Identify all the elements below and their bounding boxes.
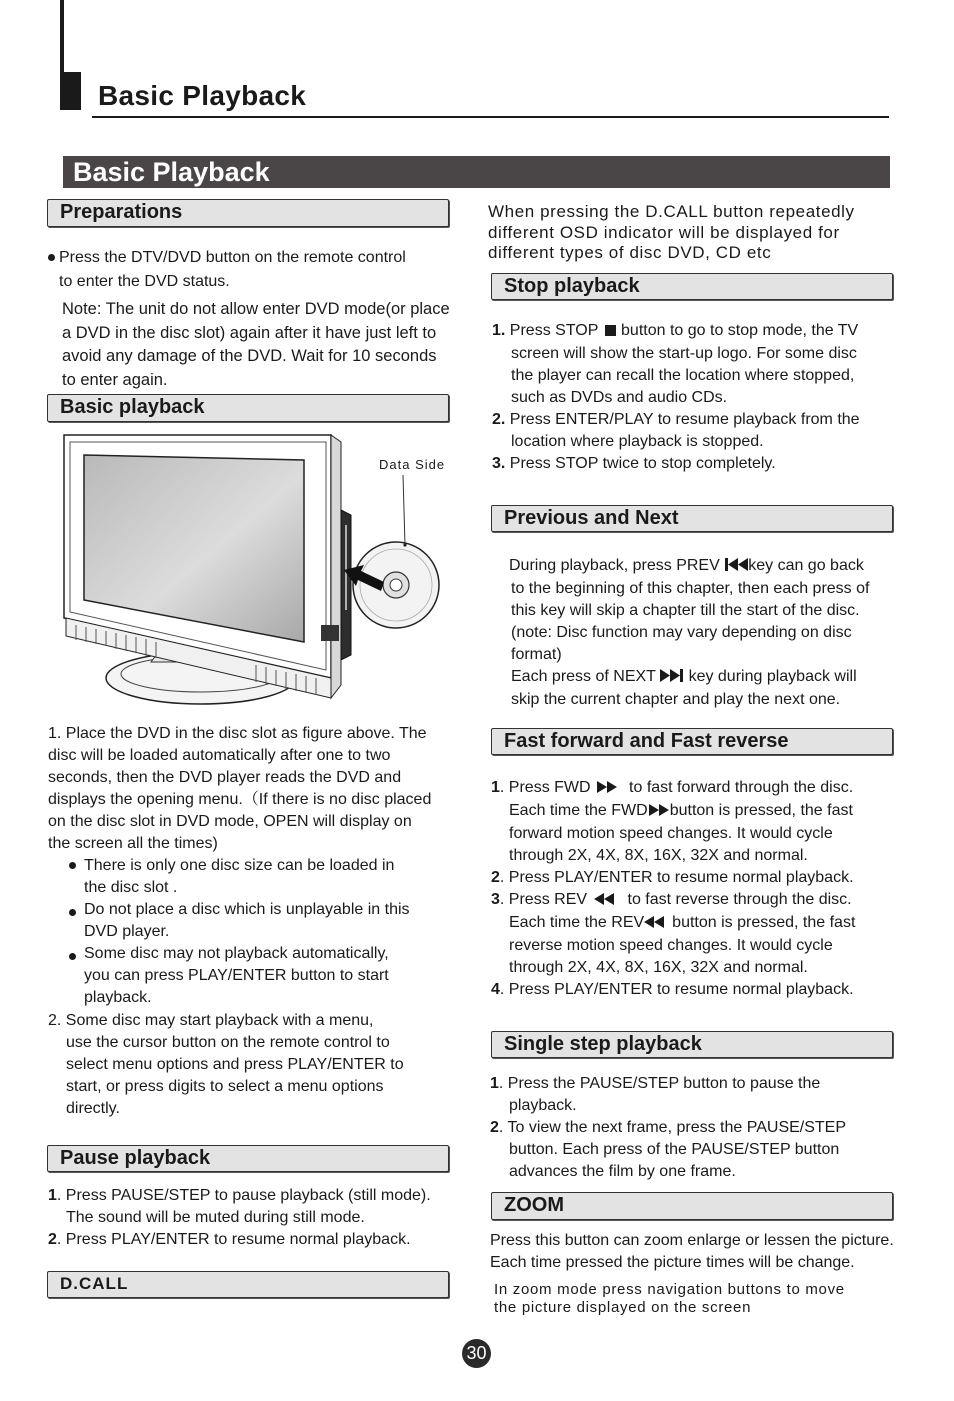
fast-reverse-icon xyxy=(644,913,666,935)
pause-heading: Pause playback xyxy=(47,1145,449,1172)
single-step-heading: Single step playback xyxy=(491,1031,893,1058)
bullet-dot xyxy=(69,953,76,960)
basic-bullet xyxy=(84,855,394,899)
prevnext-line: to the beginning of this chapter, then each press of xyxy=(511,580,870,597)
zoom-heading: ZOOM xyxy=(491,1192,893,1220)
bullet-line: There is only one disc size can be loaded in xyxy=(84,857,395,874)
prevnext-line: this key will skip a chapter till the start of the disc. xyxy=(511,602,860,619)
item-number: 2 xyxy=(490,1119,499,1136)
item-number: 3 xyxy=(491,891,500,908)
step1-line: on the disc slot in DVD mode, OPEN will display on xyxy=(48,813,412,830)
step-text: advances the film by one frame. xyxy=(509,1163,736,1180)
stop-text: the player can recall the location where stopped, xyxy=(511,367,855,384)
ffwd-text: Each time the FWD xyxy=(509,802,648,819)
prevnext-text xyxy=(509,555,869,711)
tv-dvd-illustration xyxy=(56,430,456,715)
single-step-list xyxy=(490,1073,846,1183)
step-text: playback. xyxy=(509,1097,577,1114)
step-text: . To view the next frame, press the PAUSE/STEP xyxy=(498,1119,847,1136)
header-block-marker xyxy=(60,72,81,110)
bullet-line: DVD player. xyxy=(84,923,170,940)
step2-line: select menu options and press PLAY/ENTER to xyxy=(66,1056,404,1073)
ffwd-text: Each time the REV xyxy=(509,914,645,931)
pause-item-text: . Press PLAY/ENTER to resume normal playback. xyxy=(56,1231,411,1248)
item-number: 1. xyxy=(492,322,506,339)
prevnext-line: (note: Disc function may vary depending on disc xyxy=(511,624,852,641)
section-banner: Basic Playback xyxy=(63,156,890,188)
dcall-line: different types of disc DVD, CD etc xyxy=(488,243,772,262)
bullet-dot xyxy=(69,862,76,869)
stop-text: screen will show the start-up logo. For some disc xyxy=(511,345,857,362)
prevnext-line: skip the current chapter and play the next one. xyxy=(511,691,841,708)
zoom-text-2 xyxy=(494,1281,845,1317)
ffwd-text: button is pressed, the fast xyxy=(669,802,853,819)
preparations-bullet-line: Press the DTV/DVD button on the remote control xyxy=(59,249,406,266)
step-text: . Press the PAUSE/STEP button to pause the xyxy=(498,1075,821,1092)
ffwd-text: through 2X, 4X, 8X, 16X, 32X and normal. xyxy=(509,959,808,976)
item-number: 1 xyxy=(490,1075,499,1092)
zoom-line: In zoom mode press navigation buttons to move xyxy=(494,1281,845,1298)
step1-line: seconds, then the DVD player reads the DVD and xyxy=(48,769,402,786)
step1-line: disc will be loaded automatically after one to two xyxy=(48,747,391,764)
fast-forward-icon xyxy=(648,801,670,823)
step2-line: start, or press digits to select a menu options xyxy=(66,1078,384,1095)
prevnext-heading: Previous and Next xyxy=(491,505,893,532)
ffwd-text: through 2X, 4X, 8X, 16X, 32X and normal. xyxy=(509,847,808,864)
page-title: Basic Playback xyxy=(98,80,307,111)
ffwd-text: reverse motion speed changes. It would cycle xyxy=(509,937,833,954)
step2-line: directly. xyxy=(66,1100,120,1117)
stop-list xyxy=(492,320,860,475)
page-number: 30 xyxy=(462,1339,491,1368)
basic-bullet xyxy=(84,943,389,1009)
prevnext-line: Each press of NEXT xyxy=(511,668,656,685)
ffwd-heading: Fast forward and Fast reverse xyxy=(491,728,893,755)
step-text: button. Each press of the PAUSE/STEP button xyxy=(509,1141,840,1158)
stop-text: Press STOP twice to stop completely. xyxy=(509,455,776,472)
dcall-line: When pressing the D.CALL button repeatedly xyxy=(488,202,855,221)
note-line: to enter again. xyxy=(62,370,168,389)
stop-heading: Stop playback xyxy=(491,273,893,300)
item-number: 4 xyxy=(491,981,500,998)
bullet-line: playback. xyxy=(84,989,152,1006)
note-line: Note: The unit do not allow enter DVD mode(or place xyxy=(62,300,450,318)
stop-text: button to go to stop mode, the TV xyxy=(621,322,859,339)
item-number: 2 xyxy=(48,1231,57,1248)
zoom-line: the picture displayed on the screen xyxy=(494,1299,752,1316)
dcall-line: different OSD indicator will be displayed for xyxy=(488,222,840,242)
preparations-note xyxy=(62,298,450,392)
title-rule xyxy=(92,116,889,118)
bullet-dot xyxy=(69,909,76,916)
preparations-heading: Preparations xyxy=(47,199,449,227)
fast-reverse-icon xyxy=(594,890,616,912)
note-line: avoid any damage of the DVD. Wait for 10 seconds xyxy=(62,347,437,365)
ffwd-text: . Press REV xyxy=(499,891,588,908)
basic-bullet xyxy=(84,899,410,943)
item-number: 2. xyxy=(492,411,506,428)
prevnext-line: key during playback will xyxy=(688,668,857,685)
step1-line: the screen all the times) xyxy=(48,835,218,852)
bullet-line: the disc slot . xyxy=(84,879,178,896)
stop-icon xyxy=(603,321,617,343)
prevnext-line: During playback, press PREV xyxy=(509,557,720,574)
ffwd-text: button is pressed, the fast xyxy=(672,914,856,931)
zoom-text xyxy=(490,1230,894,1274)
prevnext-line: format) xyxy=(511,646,562,663)
next-icon xyxy=(660,667,684,689)
step1-line: 1. Place the DVD in the disc slot as figure above. The xyxy=(48,725,427,742)
note-line: a DVD in the disc slot) again after it have just left to xyxy=(62,323,437,342)
item-number: 2 xyxy=(491,869,500,886)
bullet-line: Do not place a disc which is unplayable in this xyxy=(84,901,410,918)
pause-item-text: The sound will be muted during still mode. xyxy=(66,1209,365,1226)
prevnext-line: key can go back xyxy=(748,557,864,574)
stop-text: such as DVDs and audio CDs. xyxy=(511,389,728,406)
zoom-line: Each time pressed the picture times will be change. xyxy=(490,1254,855,1271)
fast-forward-icon xyxy=(597,778,619,800)
dcall-heading: D.CALL xyxy=(47,1271,449,1298)
dcall-text xyxy=(488,202,855,264)
basic-step2 xyxy=(48,1010,404,1120)
bullet-line: you can press PLAY/ENTER button to start xyxy=(84,967,389,984)
step1-line: displays the opening menu.（If there is no disc placed xyxy=(48,791,432,808)
pause-item-text: . Press PAUSE/STEP to pause playback (still mode). xyxy=(56,1187,431,1204)
item-number: 1 xyxy=(491,779,500,796)
bullet-line: Some disc may not playback automatically, xyxy=(84,945,389,962)
stop-text: Press STOP xyxy=(509,322,599,339)
ffwd-text: . Press FWD xyxy=(499,779,591,796)
zoom-line: Press this button can zoom enlarge or lessen the picture. xyxy=(490,1232,894,1249)
step2-line: 2. Some disc may start playback with a menu, xyxy=(48,1012,374,1029)
preparations-bullet-line: to enter the DVD status. xyxy=(59,273,230,290)
ffwd-text: . Press PLAY/ENTER to resume normal playback. xyxy=(499,869,854,886)
stop-text: location where playback is stopped. xyxy=(511,433,764,450)
ffwd-text: to fast forward through the disc. xyxy=(629,779,854,796)
ffwd-text: . Press PLAY/ENTER to resume normal playback. xyxy=(499,981,854,998)
data-side-label: Data Side xyxy=(379,457,446,472)
bullet-dot xyxy=(48,254,55,261)
step2-line: use the cursor button on the remote control to xyxy=(66,1034,390,1051)
ffwd-text: forward motion speed changes. It would cycle xyxy=(509,825,833,842)
stop-text: Press ENTER/PLAY to resume playback from the xyxy=(509,411,860,428)
item-number: 1 xyxy=(48,1187,57,1204)
ffwd-text: to fast reverse through the disc. xyxy=(627,891,852,908)
basic-playback-heading: Basic playback xyxy=(47,394,449,422)
pause-list xyxy=(48,1185,431,1251)
basic-step1 xyxy=(48,723,431,855)
ffwd-list xyxy=(491,777,855,1001)
tv-disc-drawing xyxy=(56,430,456,715)
item-number: 3. xyxy=(492,455,506,472)
prev-icon xyxy=(724,556,748,578)
